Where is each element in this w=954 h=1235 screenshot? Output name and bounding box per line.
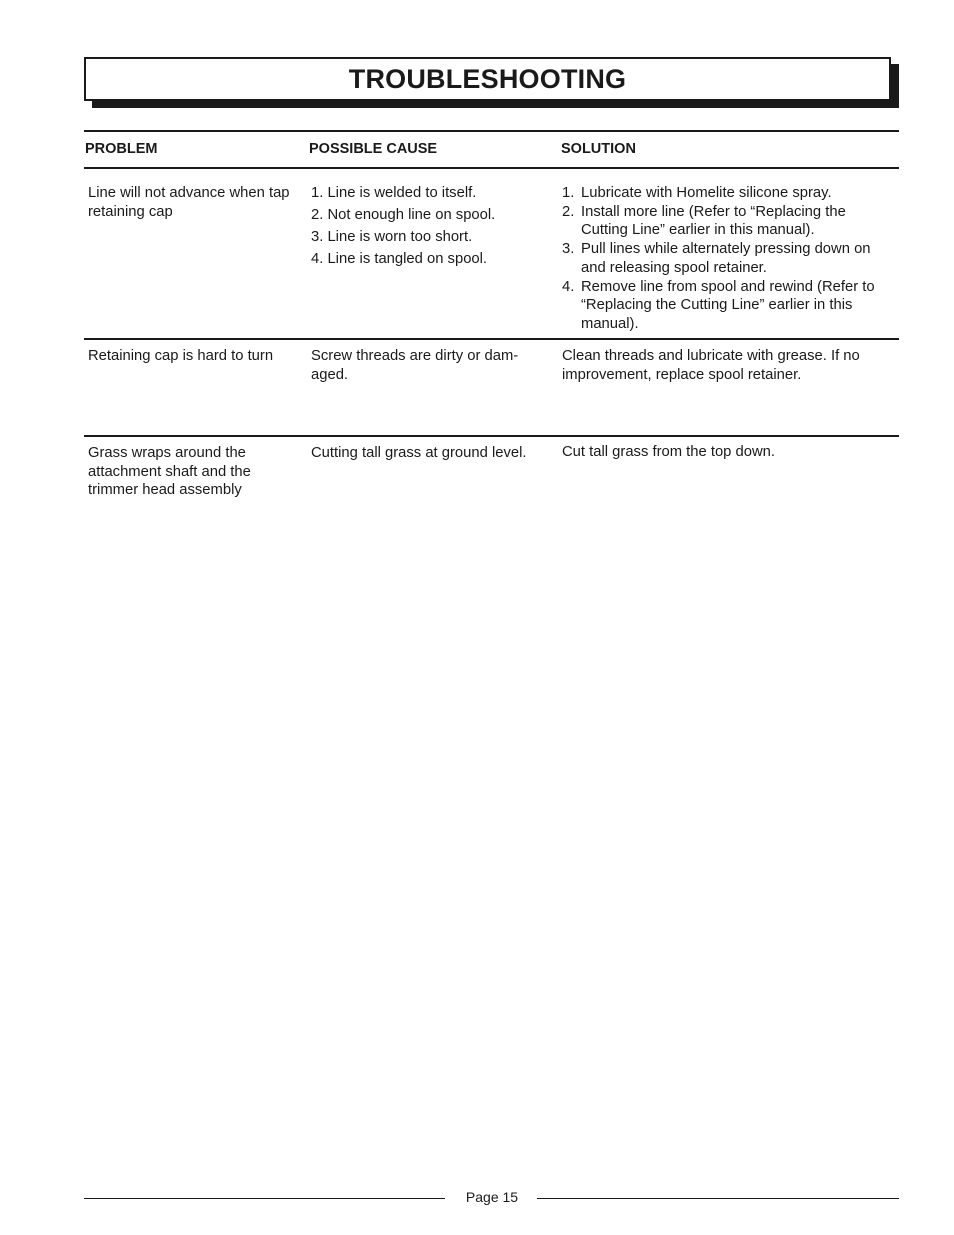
solution-text: Install more line (Refer to “Replacing the Cutting Line” earlier in this manual). [581,203,846,239]
row1-solutions [562,184,884,334]
footer-rule-right [537,1198,899,1199]
row1-problem: Line will not advance when tap retaining cap [88,185,290,220]
solution-text: Lubricate with Homelite silicone spray. [581,185,832,201]
row2-cause: Screw threads are dirty or dam-aged. [311,348,519,383]
solution-number: 4. [562,278,575,295]
solution-number: 1. [562,185,575,201]
row2-solution: Clean threads and lubricate with grease. If no improvement, replace spool retainer. [562,348,860,383]
solution-number: 2. [562,203,575,220]
row3-problem: Grass wraps around the attachment shaft and the trimmer head assembly [88,445,251,499]
row2-bottom-rule [84,435,899,437]
header-problem: PROBLEM [85,141,158,157]
row1-causes [311,184,551,272]
row1-cause-item: 4. Line is tangled on spool. [311,251,488,267]
page-title: TROUBLESHOOTING [348,63,627,94]
footer-rule-left [84,1198,445,1199]
row2-problem: Retaining cap is hard to turn [88,348,274,364]
header-bottom-rule [84,167,899,169]
solution-number: 3. [562,241,575,258]
title-banner [84,57,899,108]
header-solution: SOLUTION [561,141,636,157]
row1-cause-item: 3. Line is worn too short. [311,229,473,245]
row1-solution-item [562,278,884,334]
solution-text: Pull lines while alternately pressing down on and releasing spool retainer. [581,241,871,276]
row3-solution: Cut tall grass from the top down. [562,444,776,460]
row1-solution-item [562,184,884,203]
row3-cause: Cutting tall grass at ground level. [311,445,527,461]
page-number: Page 15 [465,1189,519,1205]
title-box [84,57,891,101]
row1-cause-item: 1. Line is welded to itself. [311,185,477,201]
solution-text: Remove line from spool and rewind (Refer to “Replacing the Cutting Line” earlier in this manual). [581,278,875,332]
row1-cause-item: 2. Not enough line on spool. [311,207,496,223]
row1-solution-item [562,240,884,277]
row1-bottom-rule [84,338,899,340]
row1-solution-item [562,203,884,240]
header-possible-cause: POSSIBLE CAUSE [309,141,438,157]
table-top-rule [84,130,899,132]
